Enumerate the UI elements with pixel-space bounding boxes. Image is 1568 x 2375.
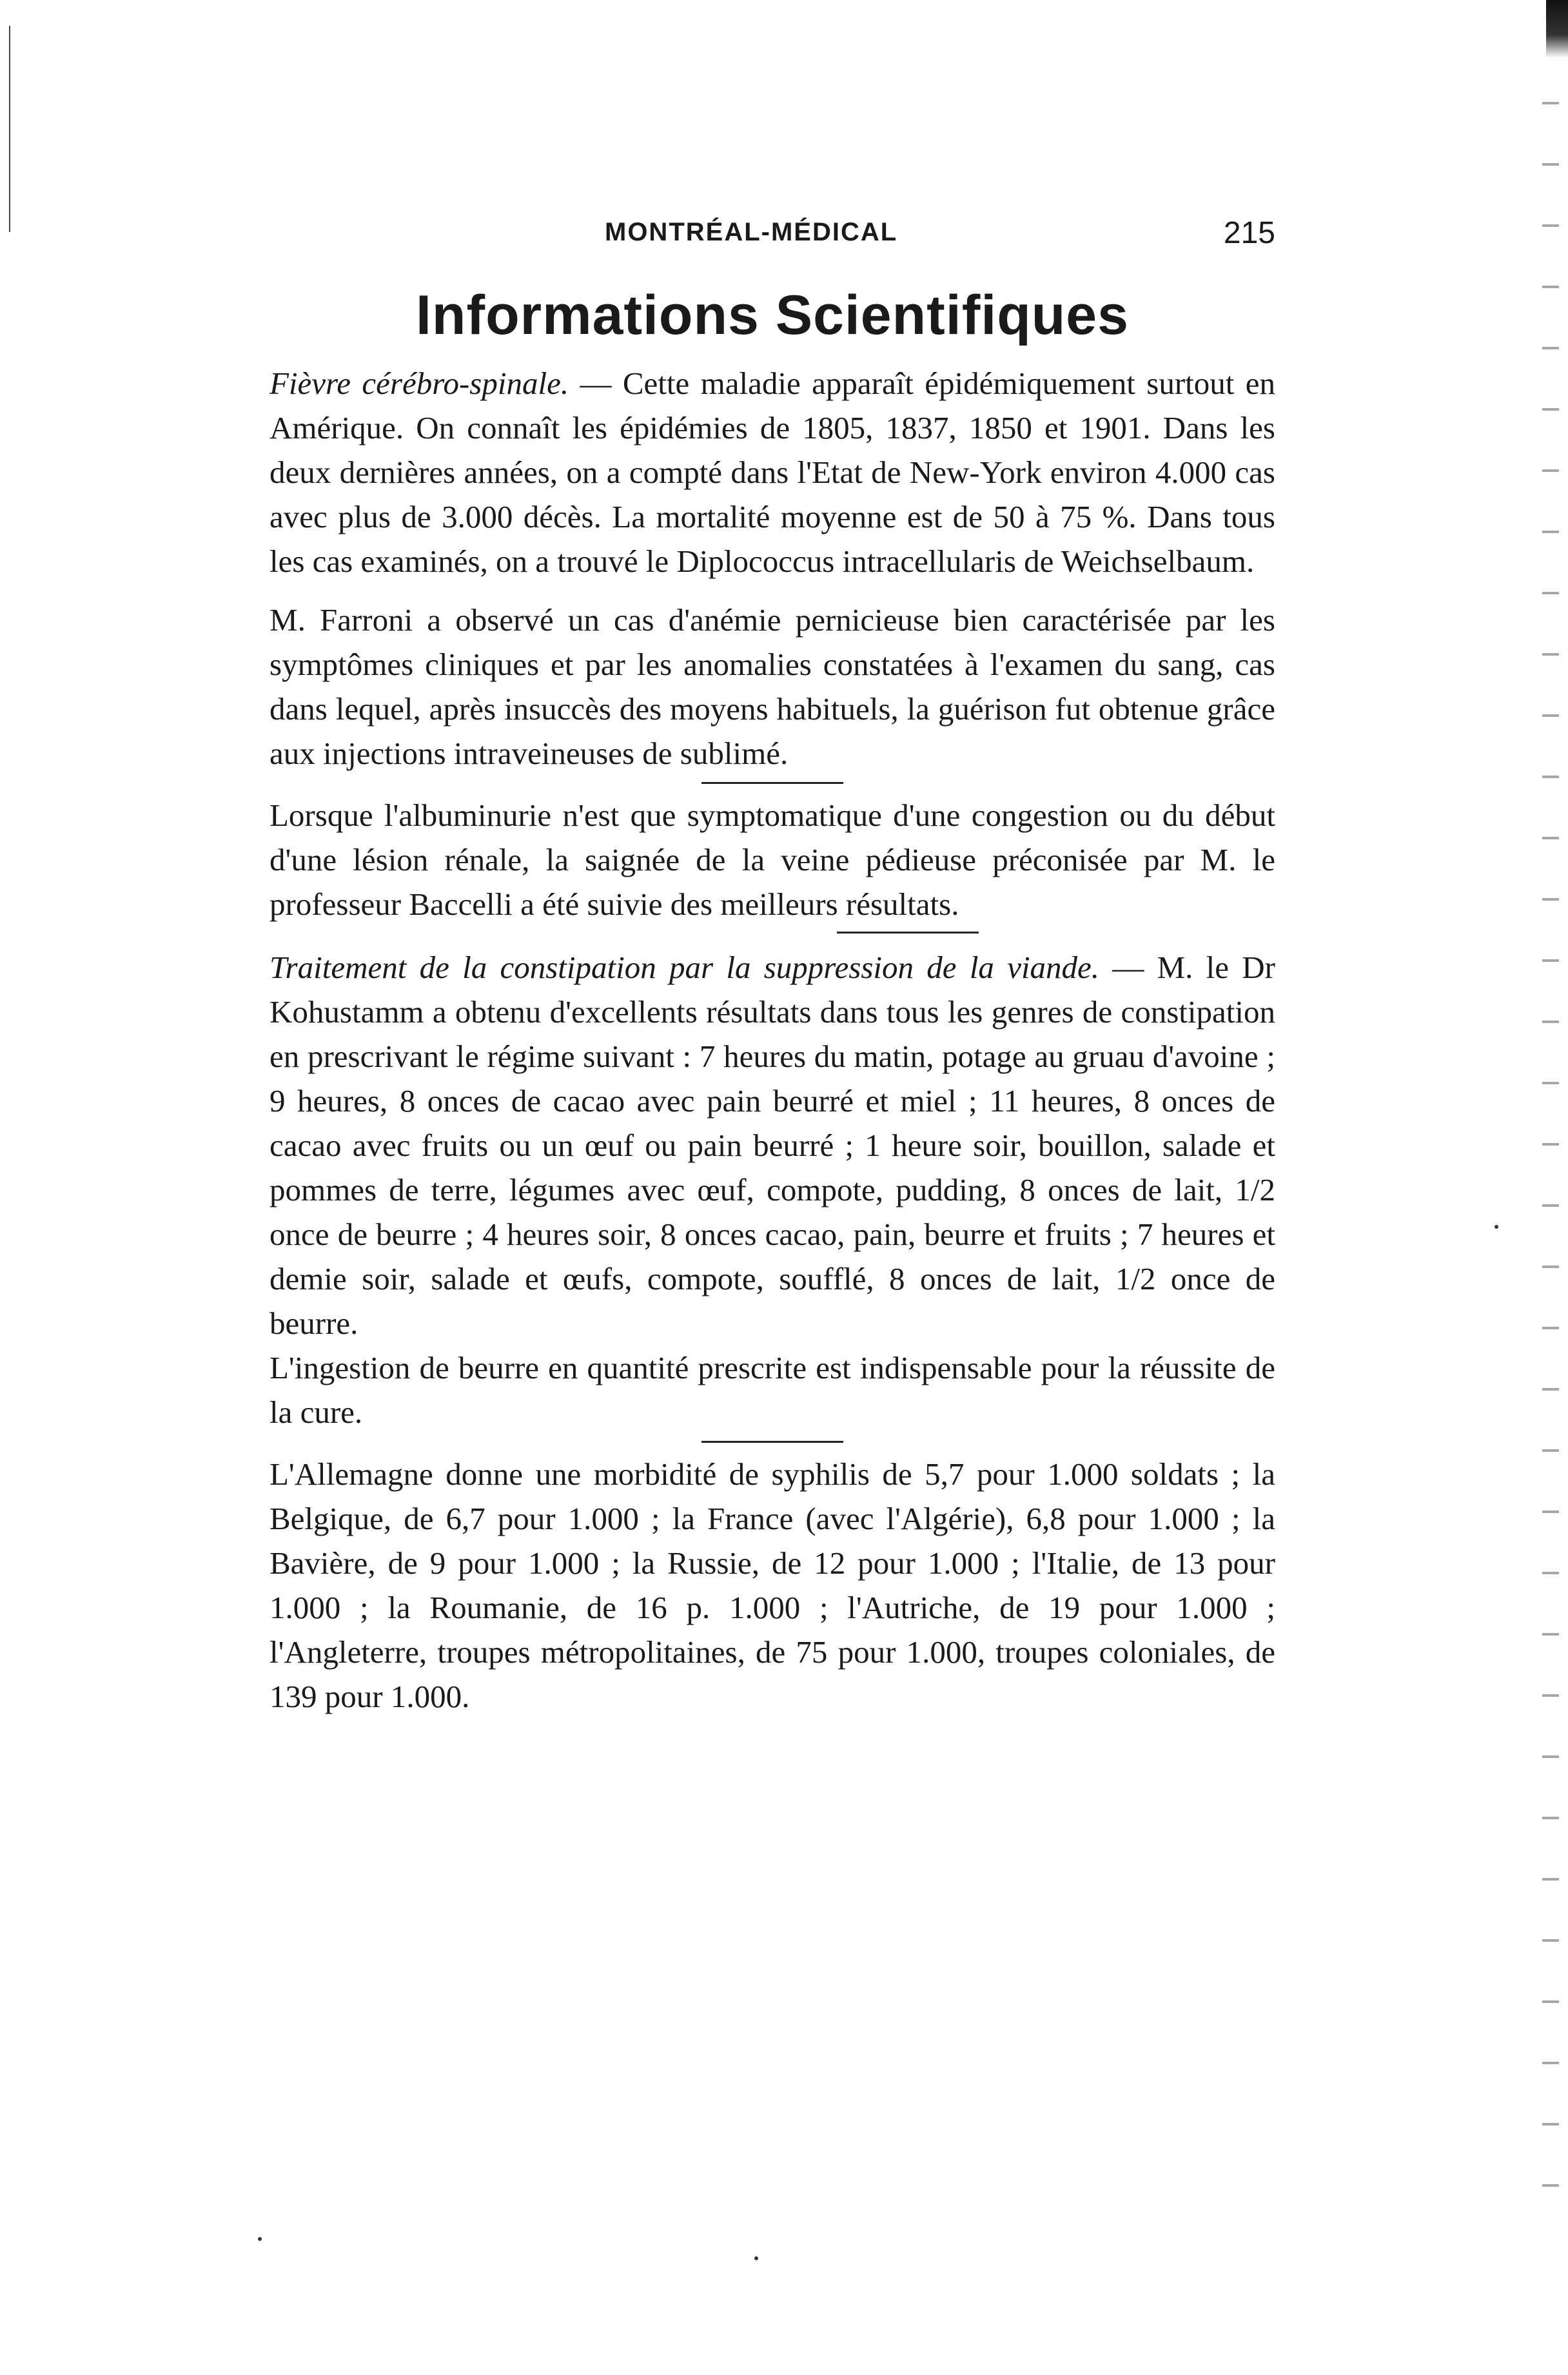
scan-speck — [754, 2256, 758, 2260]
paragraph-constipation-text: — M. le Dr Kohustamm a obtenu d'excellents résultats dans tous les genres de constipation en prescrivant le régime suivant : 7 heures du matin, potage au gruau d'avoine ; 9 heures, 8 onces de cacao avec pain beurré et miel ; 11 heures, 8 onces de cacao avec fruits ou un œuf ou pain beurré ; 1 heure soir, bouillon, salade et pommes de terre, légumes avec œuf, compote, pudding, 8 onces de lait, 1/2 once de beurre ; 4 heures soir, 8 onces cacao, pain, beurre et fruits ; 7 heures et demie soir, salade et œufs, compote, soufflé, 8 onces de lait, 1/2 once de beurre. — [270, 950, 1275, 1341]
scan-edge-noise — [1542, 77, 1559, 2205]
scan-corner-mark — [1546, 0, 1568, 58]
paragraph-beurre — [270, 1345, 1275, 1434]
paragraph-constipation — [270, 945, 1275, 1345]
scan-speck — [258, 2237, 262, 2241]
section-title: Informations Scientifiques — [416, 284, 1129, 346]
paragraph-albuminurie — [270, 793, 1275, 926]
scan-speck — [1494, 1225, 1498, 1229]
separator-rule — [837, 932, 979, 933]
paragraph-fievre — [270, 361, 1275, 583]
journal-name: MONTRÉAL-MÉDICAL — [605, 218, 898, 246]
paragraph-albuminurie-text: Lorsque l'albuminurie n'est que symptomatique d'une congestion ou du début d'une lésion rénale, la saignée de la veine pédieuse préconisée par M. le professeur Baccelli a été suivie des meilleurs résultats. — [270, 797, 1275, 922]
page-number: 215 — [1223, 216, 1275, 250]
separator-rule — [701, 1441, 843, 1443]
paragraph-anemie-text: M. Farroni a observé un cas d'anémie pernicieuse bien caractérisée par les symptômes cliniques et par les anomalies constatées à l'examen du sang, cas dans lequel, après insuccès des moyens habituels, la guérison fut obtenue grâce aux injections intraveineuses de sublimé. — [270, 602, 1275, 771]
article-body — [270, 361, 1275, 1719]
scan-edge-line — [9, 26, 10, 232]
paragraph-syphilis — [270, 1452, 1275, 1719]
running-head — [270, 213, 1275, 258]
paragraph-fievre-text: — Cette maladie apparaît épidémiquement surtout en Amérique. On connaît les épidémies de 1805, 1837, 1850 et 1901. Dans les deux dernières années, on a compté dans l'Etat de New-York environ 4.000 cas avec plus de 3.000 décès. La mortalité moyenne est de 50 à 75 %. Dans tous les cas examinés, on a trouvé le Diplococcus intracellularis de Weichselbaum. — [270, 366, 1275, 579]
separator-rule — [701, 782, 843, 784]
paragraph-syphilis-text: L'Allemagne donne une morbidité de syphilis de 5,7 pour 1.000 soldats ; la Belgique, de 6,7 pour 1.000 ; la France (avec l'Algérie), 6,8 pour 1.000 ; la Bavière, de 9 pour 1.000 ; la Russie, de 12 pour 1.000 ; l'Italie, de 13 pour 1.000 ; la Roumanie, de 16 p. 1.000 ; l'Autriche, de 19 pour 1.000 ; l'Angleterre, troupes métropolitaines, de 75 pour 1.000, troupes coloniales, de 139 pour 1.000. — [270, 1456, 1275, 1714]
paragraph-fievre-title: Fièvre cérébro-spinale. — [270, 366, 569, 401]
paragraph-constipation-title: Traitement de la constipation par la suppression de la viande. — [270, 950, 1100, 985]
paragraph-anemie — [270, 598, 1275, 776]
paragraph-beurre-text: L'ingestion de beurre en quantité prescrite est indispensable pour la réussite de la cure. — [270, 1350, 1275, 1430]
